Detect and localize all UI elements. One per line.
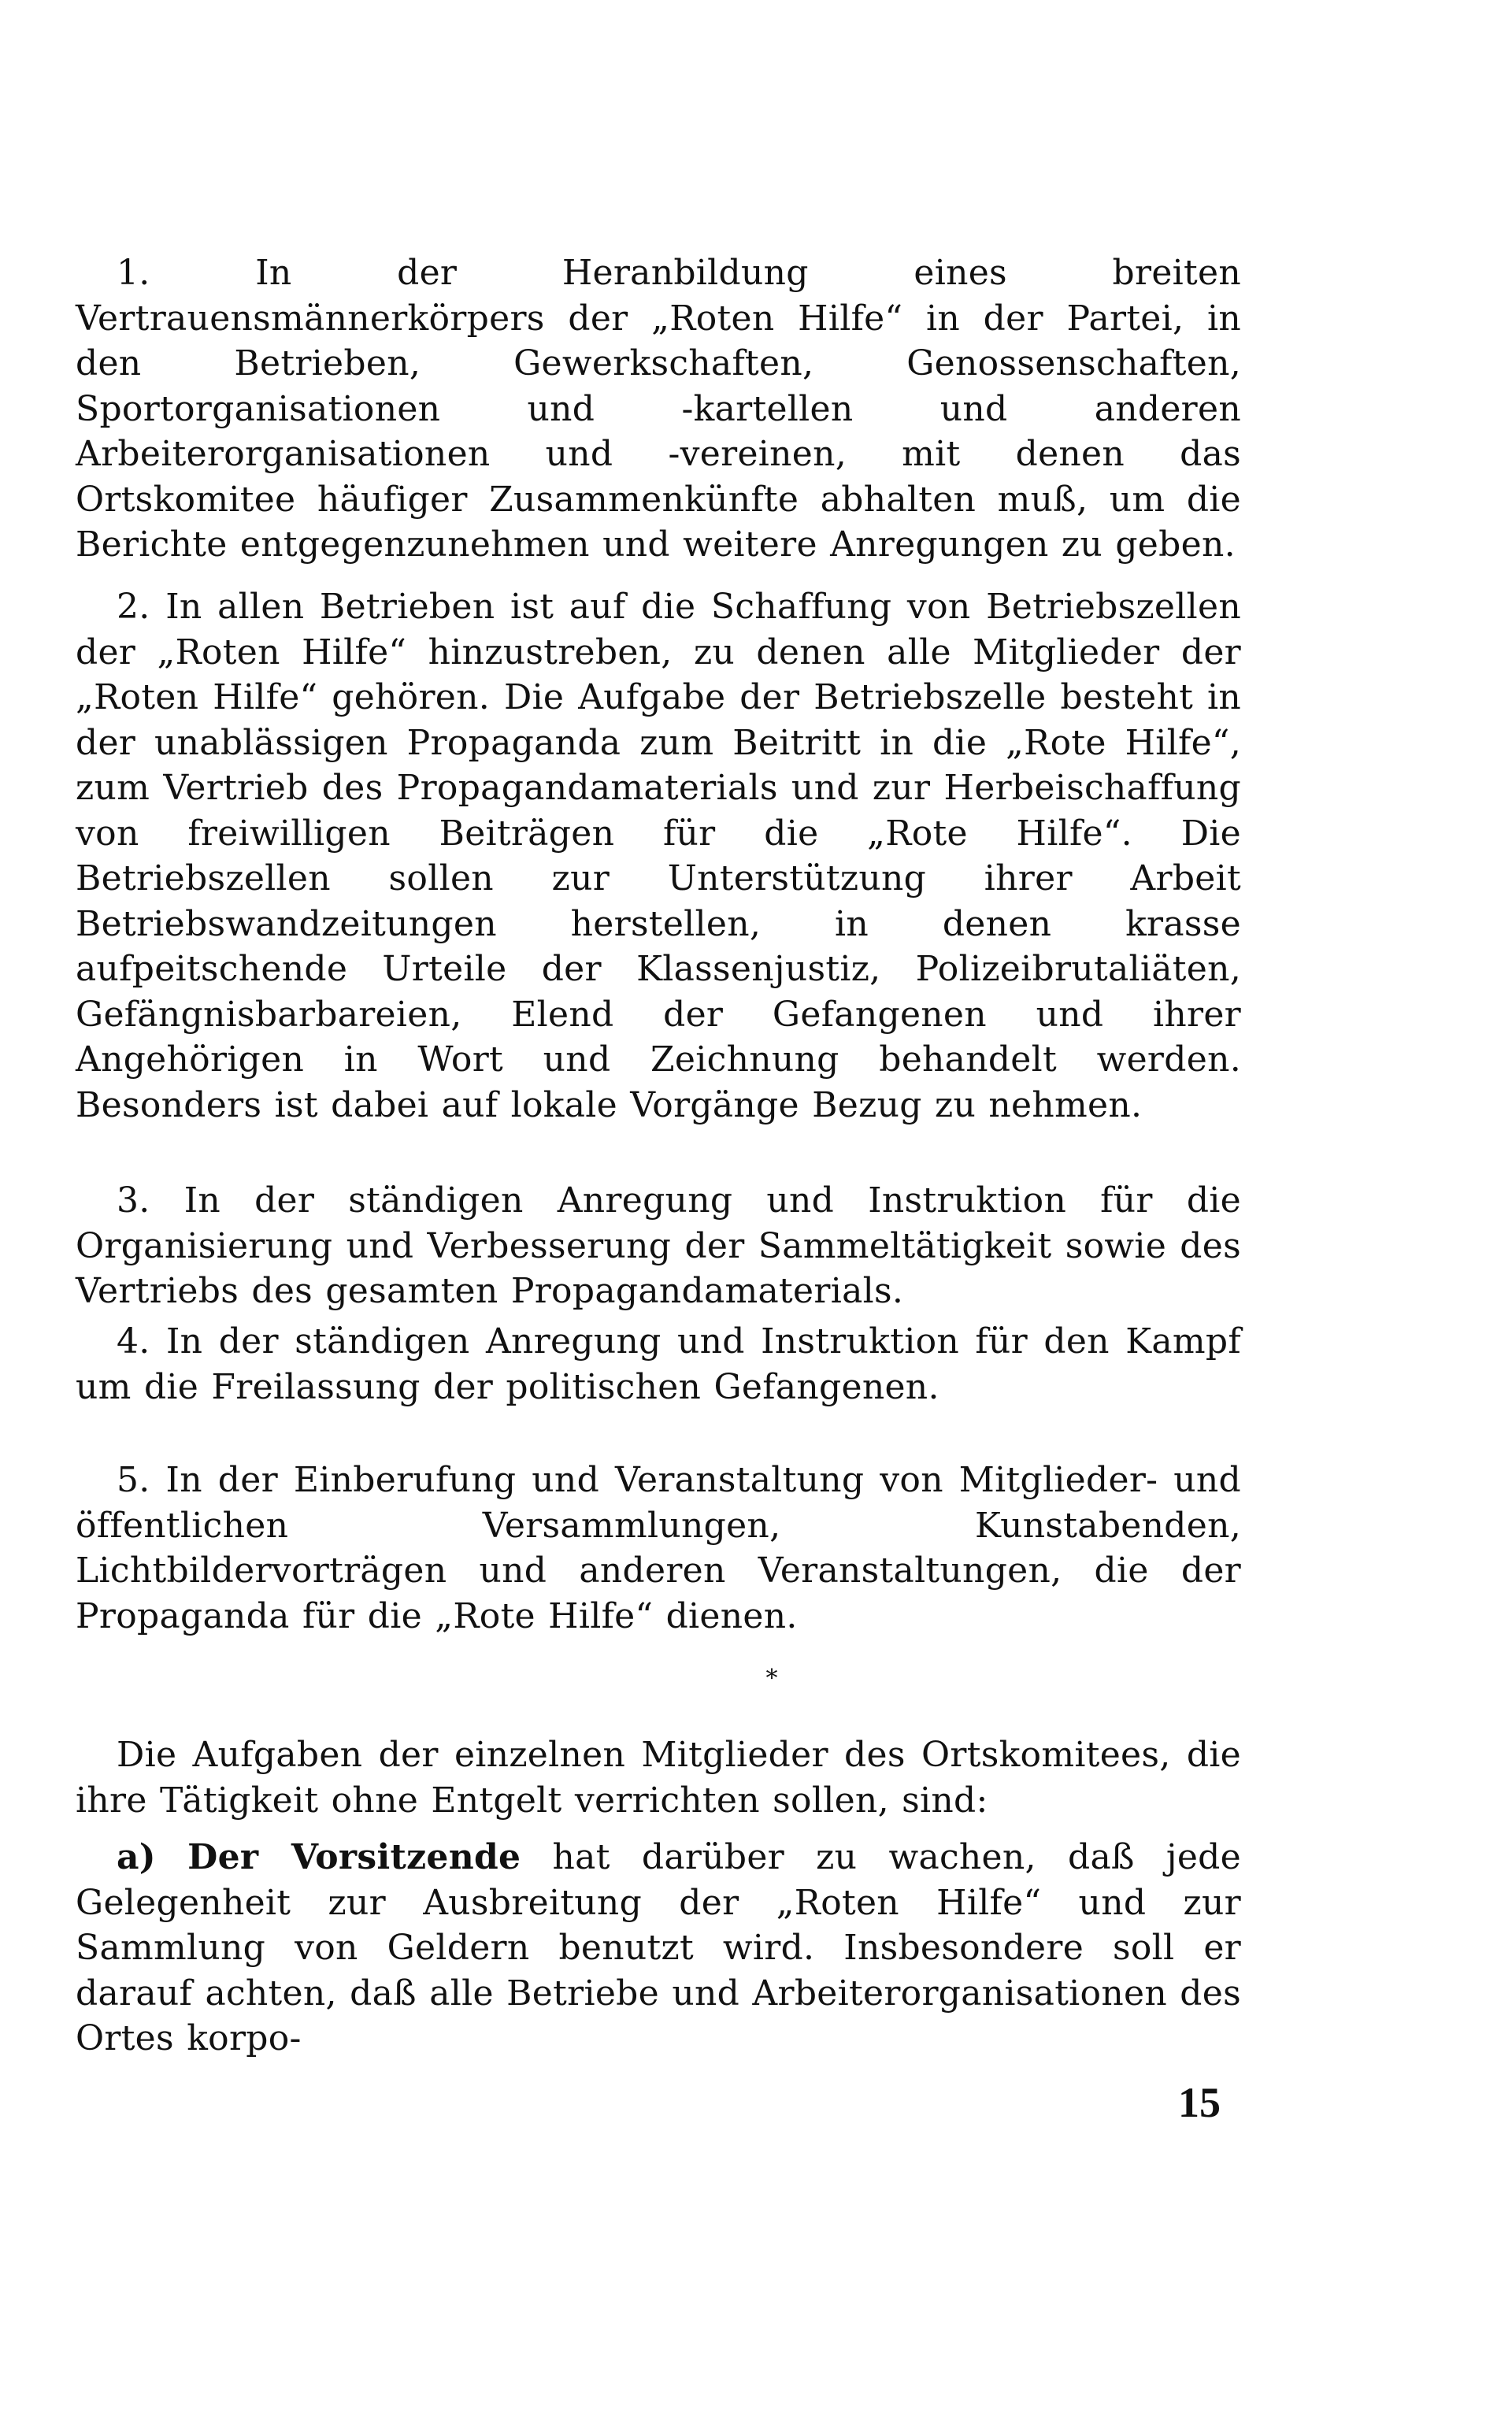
section-separator: * [765, 1665, 778, 1692]
page-number: 15 [1178, 2079, 1221, 2126]
intro-paragraph: Die Aufgaben der einzelnen Mitglieder des Ortskomitees, die ihre Tätigkeit ohne Entgelt verrichten sollen, sind: [76, 1735, 1241, 1821]
item-role: Der Vorsitzende [187, 1837, 521, 1877]
list-item-1 [76, 250, 1241, 568]
item-text: In allen Betrieben ist auf die Schaffung von Betriebszellen der „Roten Hilfe“ hinzustreben, zu denen alle Mitglieder der „Roten Hilfe“ gehören. Die Aufgabe der Betriebszelle besteht in der unablässigen Propaganda zum Beitritt in die „Rote Hilfe“, zum Vertrieb des Propagandamaterials und zur Herbeischaffung von freiwilligen Beiträgen für die „Rote Hilfe“. Die Betriebszellen sollen zur Unterstützung ihrer Arbeit Betriebswandzeitungen herstellen, in denen krasse aufpeitschende Urteile der Klassenjustiz, Polizeibrutaliäten, Gefängnisbarbareien, Elend der Gefangenen und ihrer Angehörigen in Wort und Zeichnung behandelt werden. Besonders ist dabei auf lokale Vorgänge Bezug zu nehmen. [76, 587, 1241, 1125]
list-item-5 [76, 1458, 1241, 1639]
item-number: 1. [117, 253, 150, 293]
item-number: 4. [117, 1321, 150, 1362]
list-item-4 [76, 1319, 1241, 1410]
list-item-a [76, 1835, 1241, 2062]
item-text: In der ständigen Anregung und Instruktion für den Kampf um die Freilassung der politischen Gefangenen. [76, 1321, 1241, 1407]
item-number: 2. [117, 587, 150, 627]
item-number: 5. [117, 1460, 150, 1500]
item-text: In der Einberufung und Veranstaltung von Mitglieder- und öffentlichen Versammlungen, Kunstabenden, Lichtbildervorträgen und anderen Veranstaltungen, die der Propaganda für die „Rote Hilfe“ dienen. [76, 1460, 1241, 1636]
item-label: a) [117, 1837, 156, 1877]
item-text: In der Heranbildung eines breiten Vertrauensmännerkörpers der „Roten Hilfe“ in der Partei, in den Betrieben, Gewerkschaften, Genossenschaften, Sportorganisationen und -kartellen und anderen Arbeiterorganisationen und -vereinen, mit denen das Ortskomitee häufiger Zusammenkünfte abhalten muß, um die Berichte entgegenzunehmen und weitere Anregungen zu geben. [76, 253, 1241, 565]
item-text: hat darüber zu wachen, daß jede Gelegenheit zur Ausbreitung der „Roten Hilfe“ und zur Sammlung von Geldern benutzt wird. Insbesondere soll er darauf achten, daß alle Betriebe und Arbeiterorganisationen des Ortes korpo- [76, 1837, 1241, 2058]
list-item-3 [76, 1178, 1241, 1314]
item-text: In der ständigen Anregung und Instruktion für die Organisierung und Verbesserung der Sammeltätigkeit sowie des Vertriebs des gesamten Propagandamaterials. [76, 1180, 1241, 1311]
list-item-2 [76, 584, 1241, 1128]
item-number: 3. [117, 1180, 150, 1221]
